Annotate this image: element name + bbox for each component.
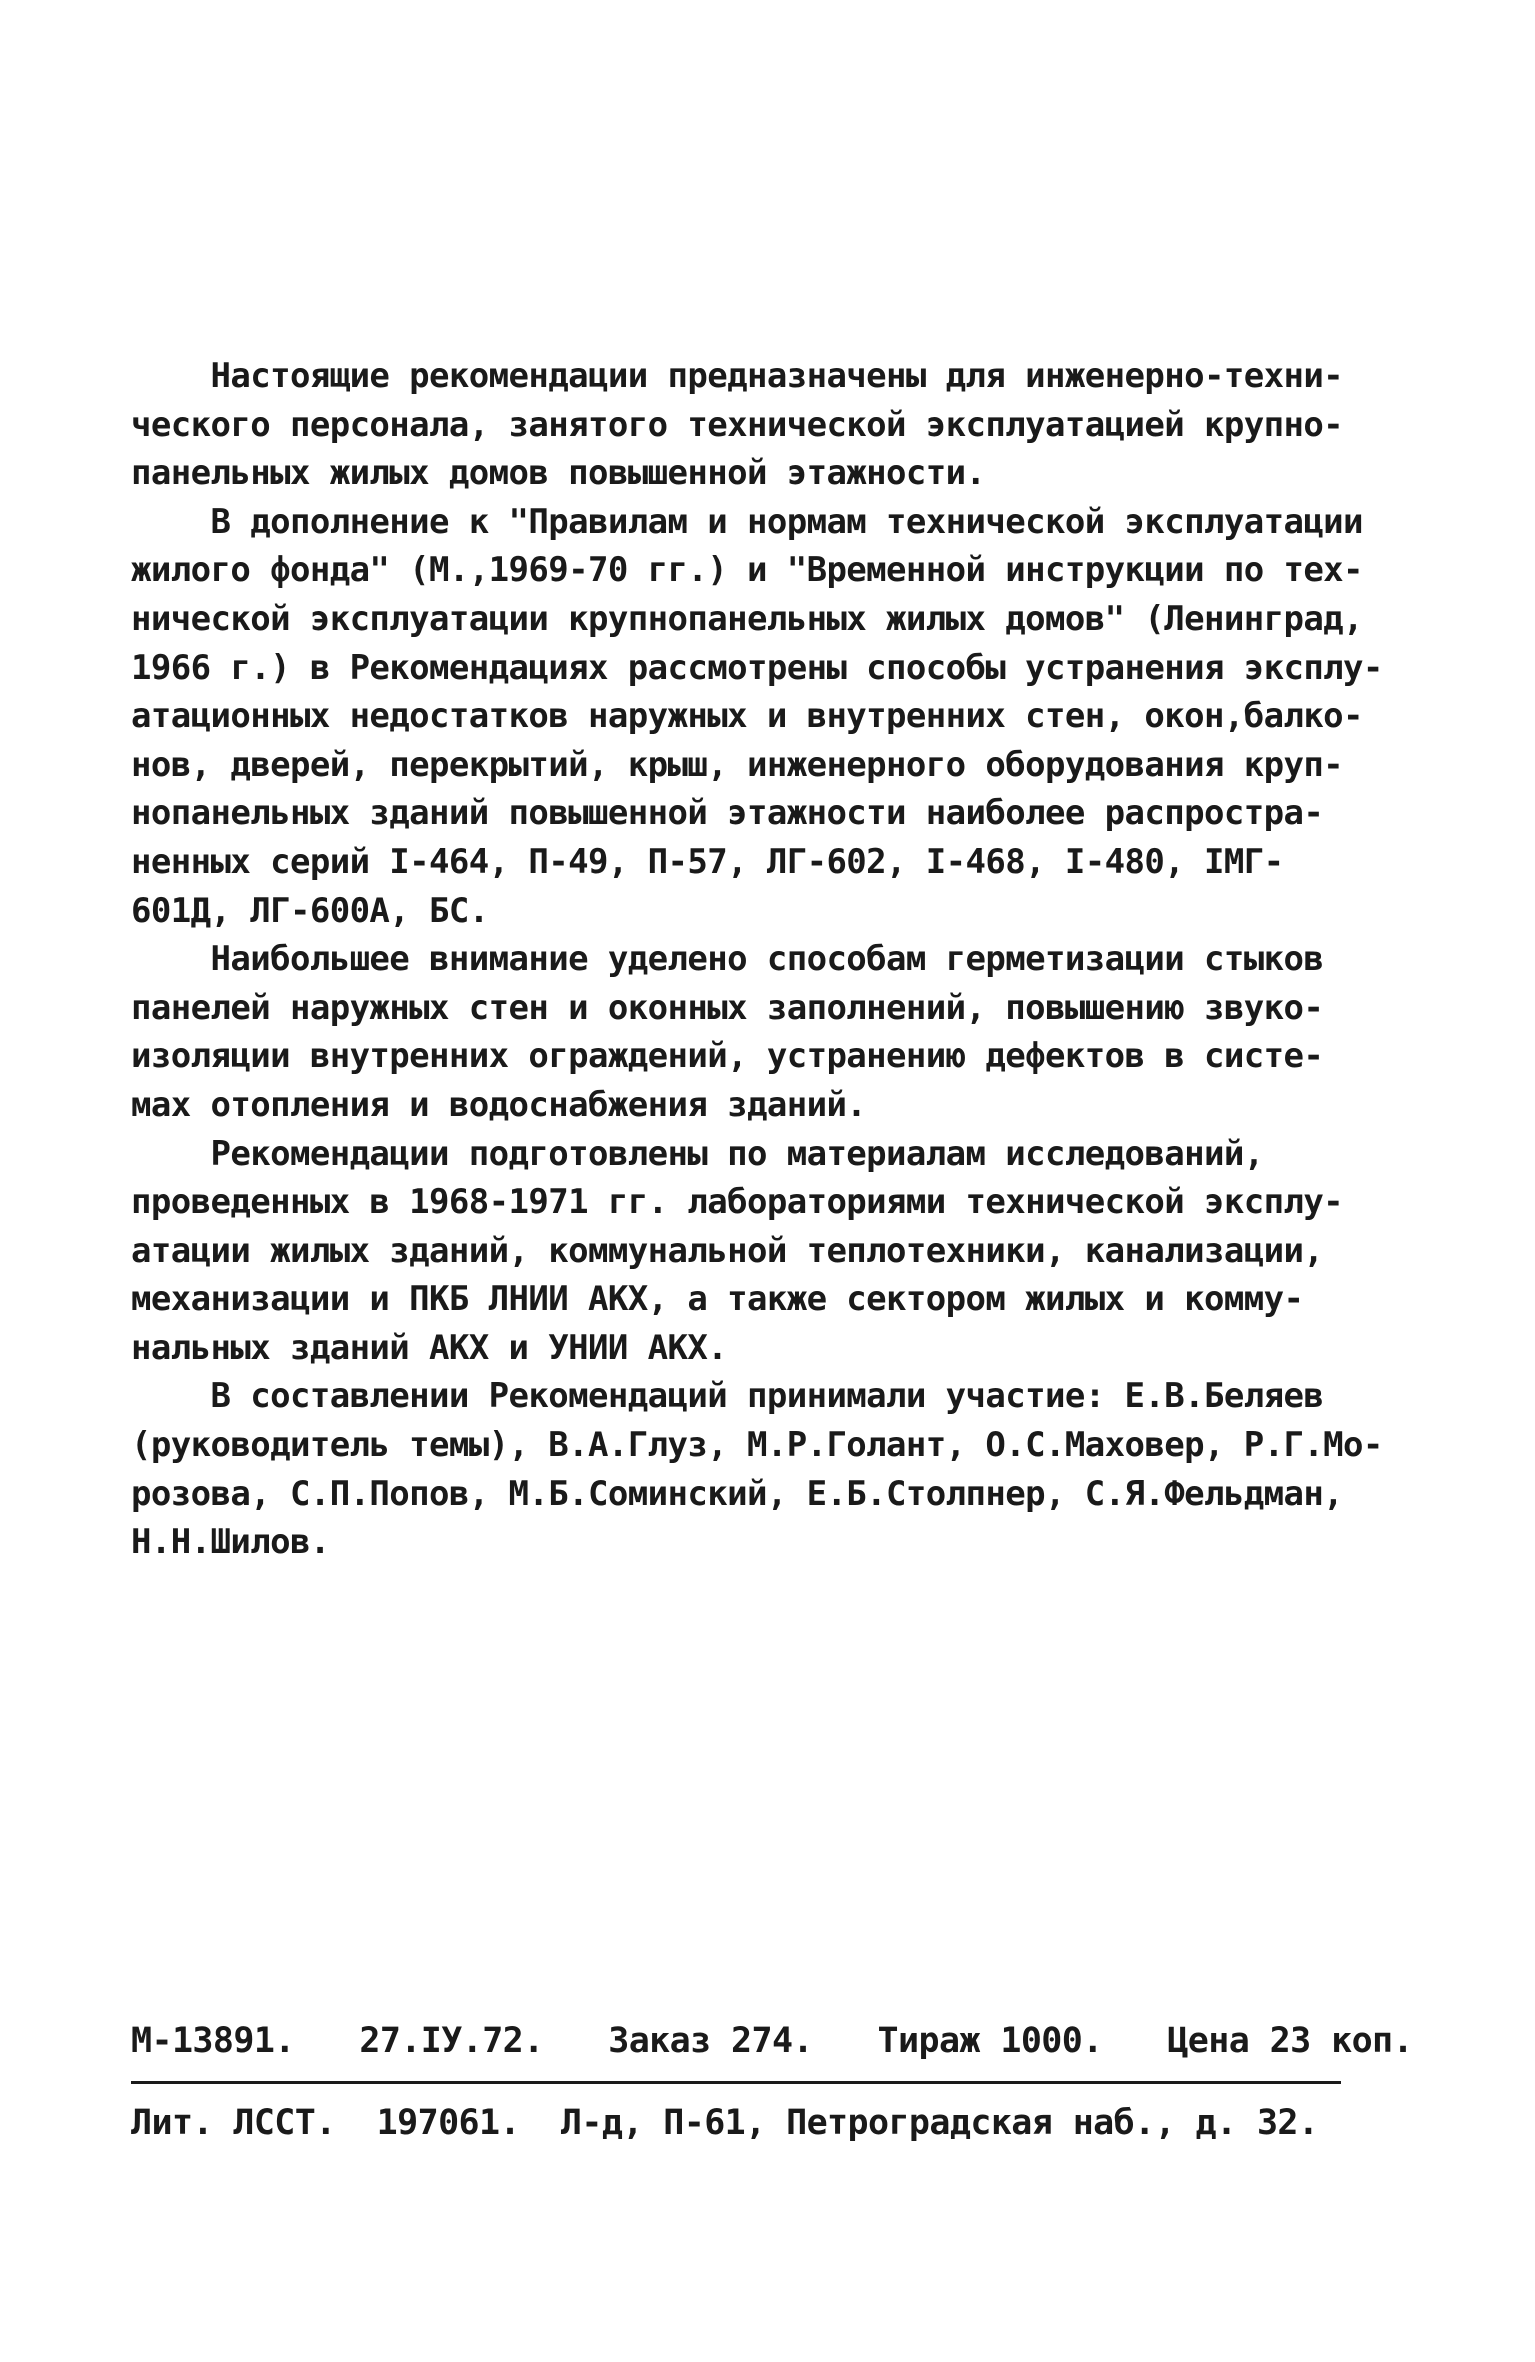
text-line: В дополнение к "Правилам и нормам технической эксплуатации (131, 501, 1363, 542)
imprint-price: Цена 23 коп. (1167, 2021, 1413, 2061)
imprint-run: Тираж 1000. (877, 2021, 1103, 2061)
text-line: нов, дверей, перекрытий, крыш, инженерного оборудования круп- (131, 744, 1344, 785)
text-line: нальных зданий АКХ и УНИИ АКХ. (131, 1327, 728, 1368)
text-line: ненных серий I-464, П-49, П-57, ЛГ-602, I-468, I-480, IМГ- (131, 841, 1284, 882)
imprint-row (131, 2021, 1413, 2061)
text-line: Наибольшее внимание уделено способам герметизации стыков (131, 939, 1324, 980)
imprint-date: 27.IУ.72. (359, 2021, 544, 2061)
text-line: жилого фонда" (М.,1969-70 гг.) и "Временной инструкции по тех- (131, 550, 1363, 591)
text-line: розова, С.П.Попов, М.Б.Соминский, Е.Б.Столпнер, С.Я.Фельдман, (131, 1473, 1344, 1514)
text-line: панелей наружных стен и оконных заполнений, повышению звуко- (131, 987, 1324, 1028)
body-text (131, 352, 1411, 1567)
text-line: Н.Н.Шилов. (131, 1522, 330, 1563)
text-line: ческого персонала, занятого технической эксплуатацией крупно- (131, 404, 1344, 445)
paragraph-purpose (131, 352, 1411, 498)
text-line: механизации и ПКБ ЛНИИ АКХ, а также сектором жилых и комму- (131, 1279, 1304, 1320)
text-line: нической эксплуатации крупнопанельных жилых домов" (Ленинград, (131, 598, 1363, 639)
text-line: изоляции внутренних ограждений, устранению дефектов в систе- (131, 1036, 1324, 1077)
imprint-order: Заказ 274. (608, 2021, 813, 2061)
text-line: Рекомендации подготовлены по материалам исследований, (131, 1133, 1264, 1174)
imprint-code: М-13891. (131, 2021, 295, 2061)
text-line: атации жилых зданий, коммунальной теплотехники, канализации, (131, 1230, 1324, 1271)
text-line: (руководитель темы), В.А.Глуз, М.Р.Голант, О.С.Маховер, Р.Г.Мо- (131, 1425, 1383, 1466)
paragraph-scope (131, 498, 1411, 935)
paragraph-focus (131, 935, 1411, 1129)
text-line: В составлении Рекомендаций принимали участие: Е.В.Беляев (131, 1376, 1324, 1417)
text-line: атационных недостатков наружных и внутренних стен, окон,балко- (131, 696, 1363, 737)
text-line: панельных жилых домов повышенной этажности. (131, 453, 986, 494)
text-line: проведенных в 1968-1971 гг. лабораториями технической эксплу- (131, 1182, 1344, 1223)
text-line: Настоящие рекомендации предназначены для инженерно-техни- (131, 356, 1344, 396)
text-line: мах отопления и водоснабжения зданий. (131, 1084, 867, 1125)
paragraph-sources (131, 1130, 1411, 1373)
imprint-divider (131, 2081, 1341, 2084)
text-line: 601Д, ЛГ-600А, БС. (131, 890, 489, 931)
text-line: нопанельных зданий повышенной этажности наиболее распростра- (131, 793, 1324, 834)
imprint-printer: Лит. ЛССТ. 197061. Л-д, П-61, Петроградская наб., д. 32. (131, 2103, 1319, 2143)
paragraph-authors (131, 1372, 1411, 1566)
text-line: 1966 г.) в Рекомендациях рассмотрены способы устранения эксплу- (131, 647, 1383, 688)
